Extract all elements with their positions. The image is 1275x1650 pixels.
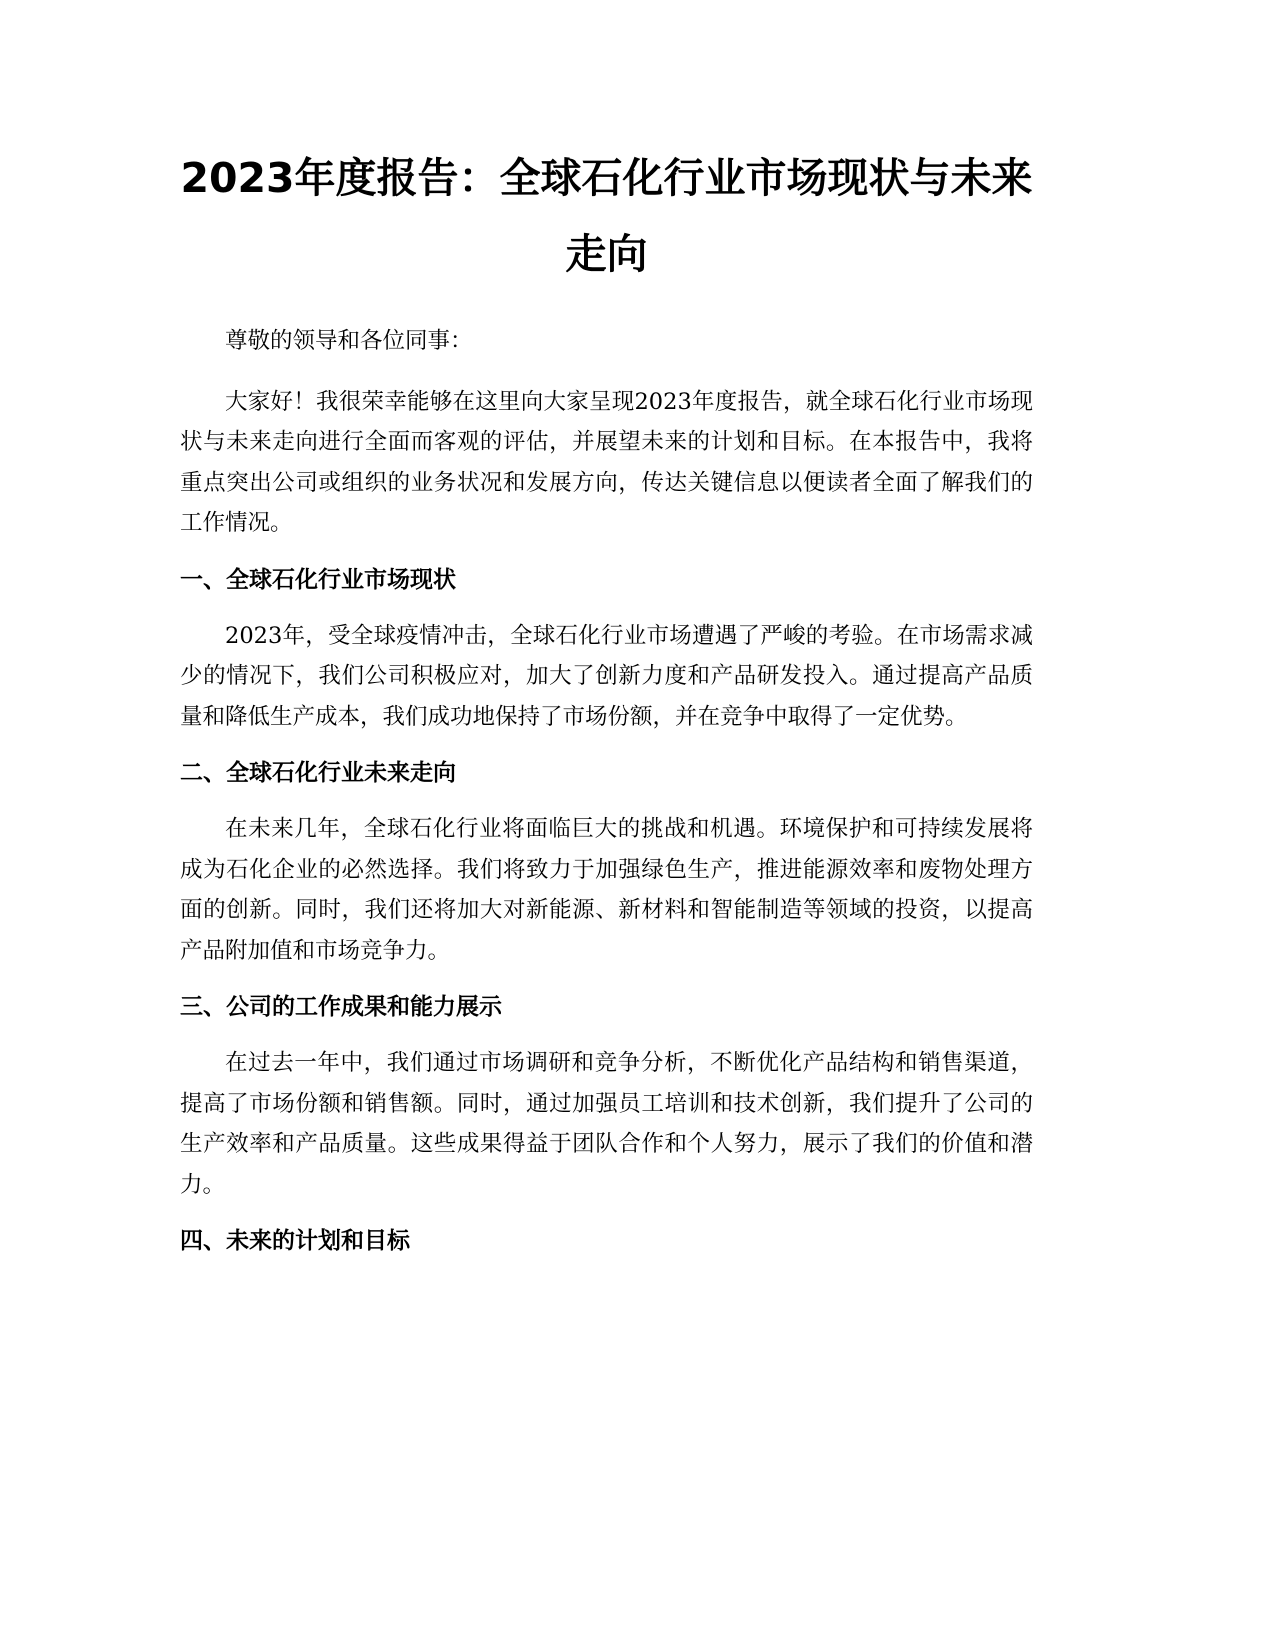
document-content — [180, 140, 1033, 1261]
section-body-2: 在未来几年，全球石化行业将面临巨大的挑战和机遇。环境保护和可持续发展将成为石化企业的必然选择。我们将致力于加强绿色生产，推进能源效率和废物处理方面的创新。同时，我们还将加大对新能源、新材料和智能制造等领域的投资，以提高产品附加值和市场竞争力。 — [180, 816, 1033, 964]
section-body-1: 2023年，受全球疫情冲击，全球石化行业市场遭遇了严峻的考验。在市场需求减少的情况下，我们公司积极应对，加大了创新力度和产品研发投入。通过提高产品质量和降低生产成本，我们成功地保持了市场份额，并在竞争中取得了一定优势。 — [180, 622, 1033, 730]
section-heading-1: 一、全球石化行业市场现状 — [180, 566, 456, 593]
section-body-3: 在过去一年中，我们通过市场调研和竞争分析，不断优化产品结构和销售渠道，提高了市场份额和销售额。同时，通过加强员工培训和技术创新，我们提升了公司的生产效率和产品质量。这些成果得益于团队合作和个人努力，展示了我们的价值和潜力。 — [180, 1050, 1033, 1198]
intro-paragraph: 大家好！我很荣幸能够在这里向大家呈现2023年度报告，就全球石化行业市场现状与未来走向进行全面而客观的评估，并展望未来的计划和目标。在本报告中，我将重点突出公司或组织的业务状况和发展方向，传达关键信息以便读者全面了解我们的工作情况。 — [180, 388, 1033, 536]
section-heading-2: 二、全球石化行业未来走向 — [180, 760, 456, 786]
document-title: 2023年度报告：全球石化行业市场现状与未来走向 — [180, 154, 1033, 278]
section-heading-4: 四、未来的计划和目标 — [180, 1228, 410, 1254]
salutation: 尊敬的领导和各位同事： — [225, 328, 473, 354]
section-heading-3: 三、公司的工作成果和能力展示 — [180, 994, 502, 1020]
